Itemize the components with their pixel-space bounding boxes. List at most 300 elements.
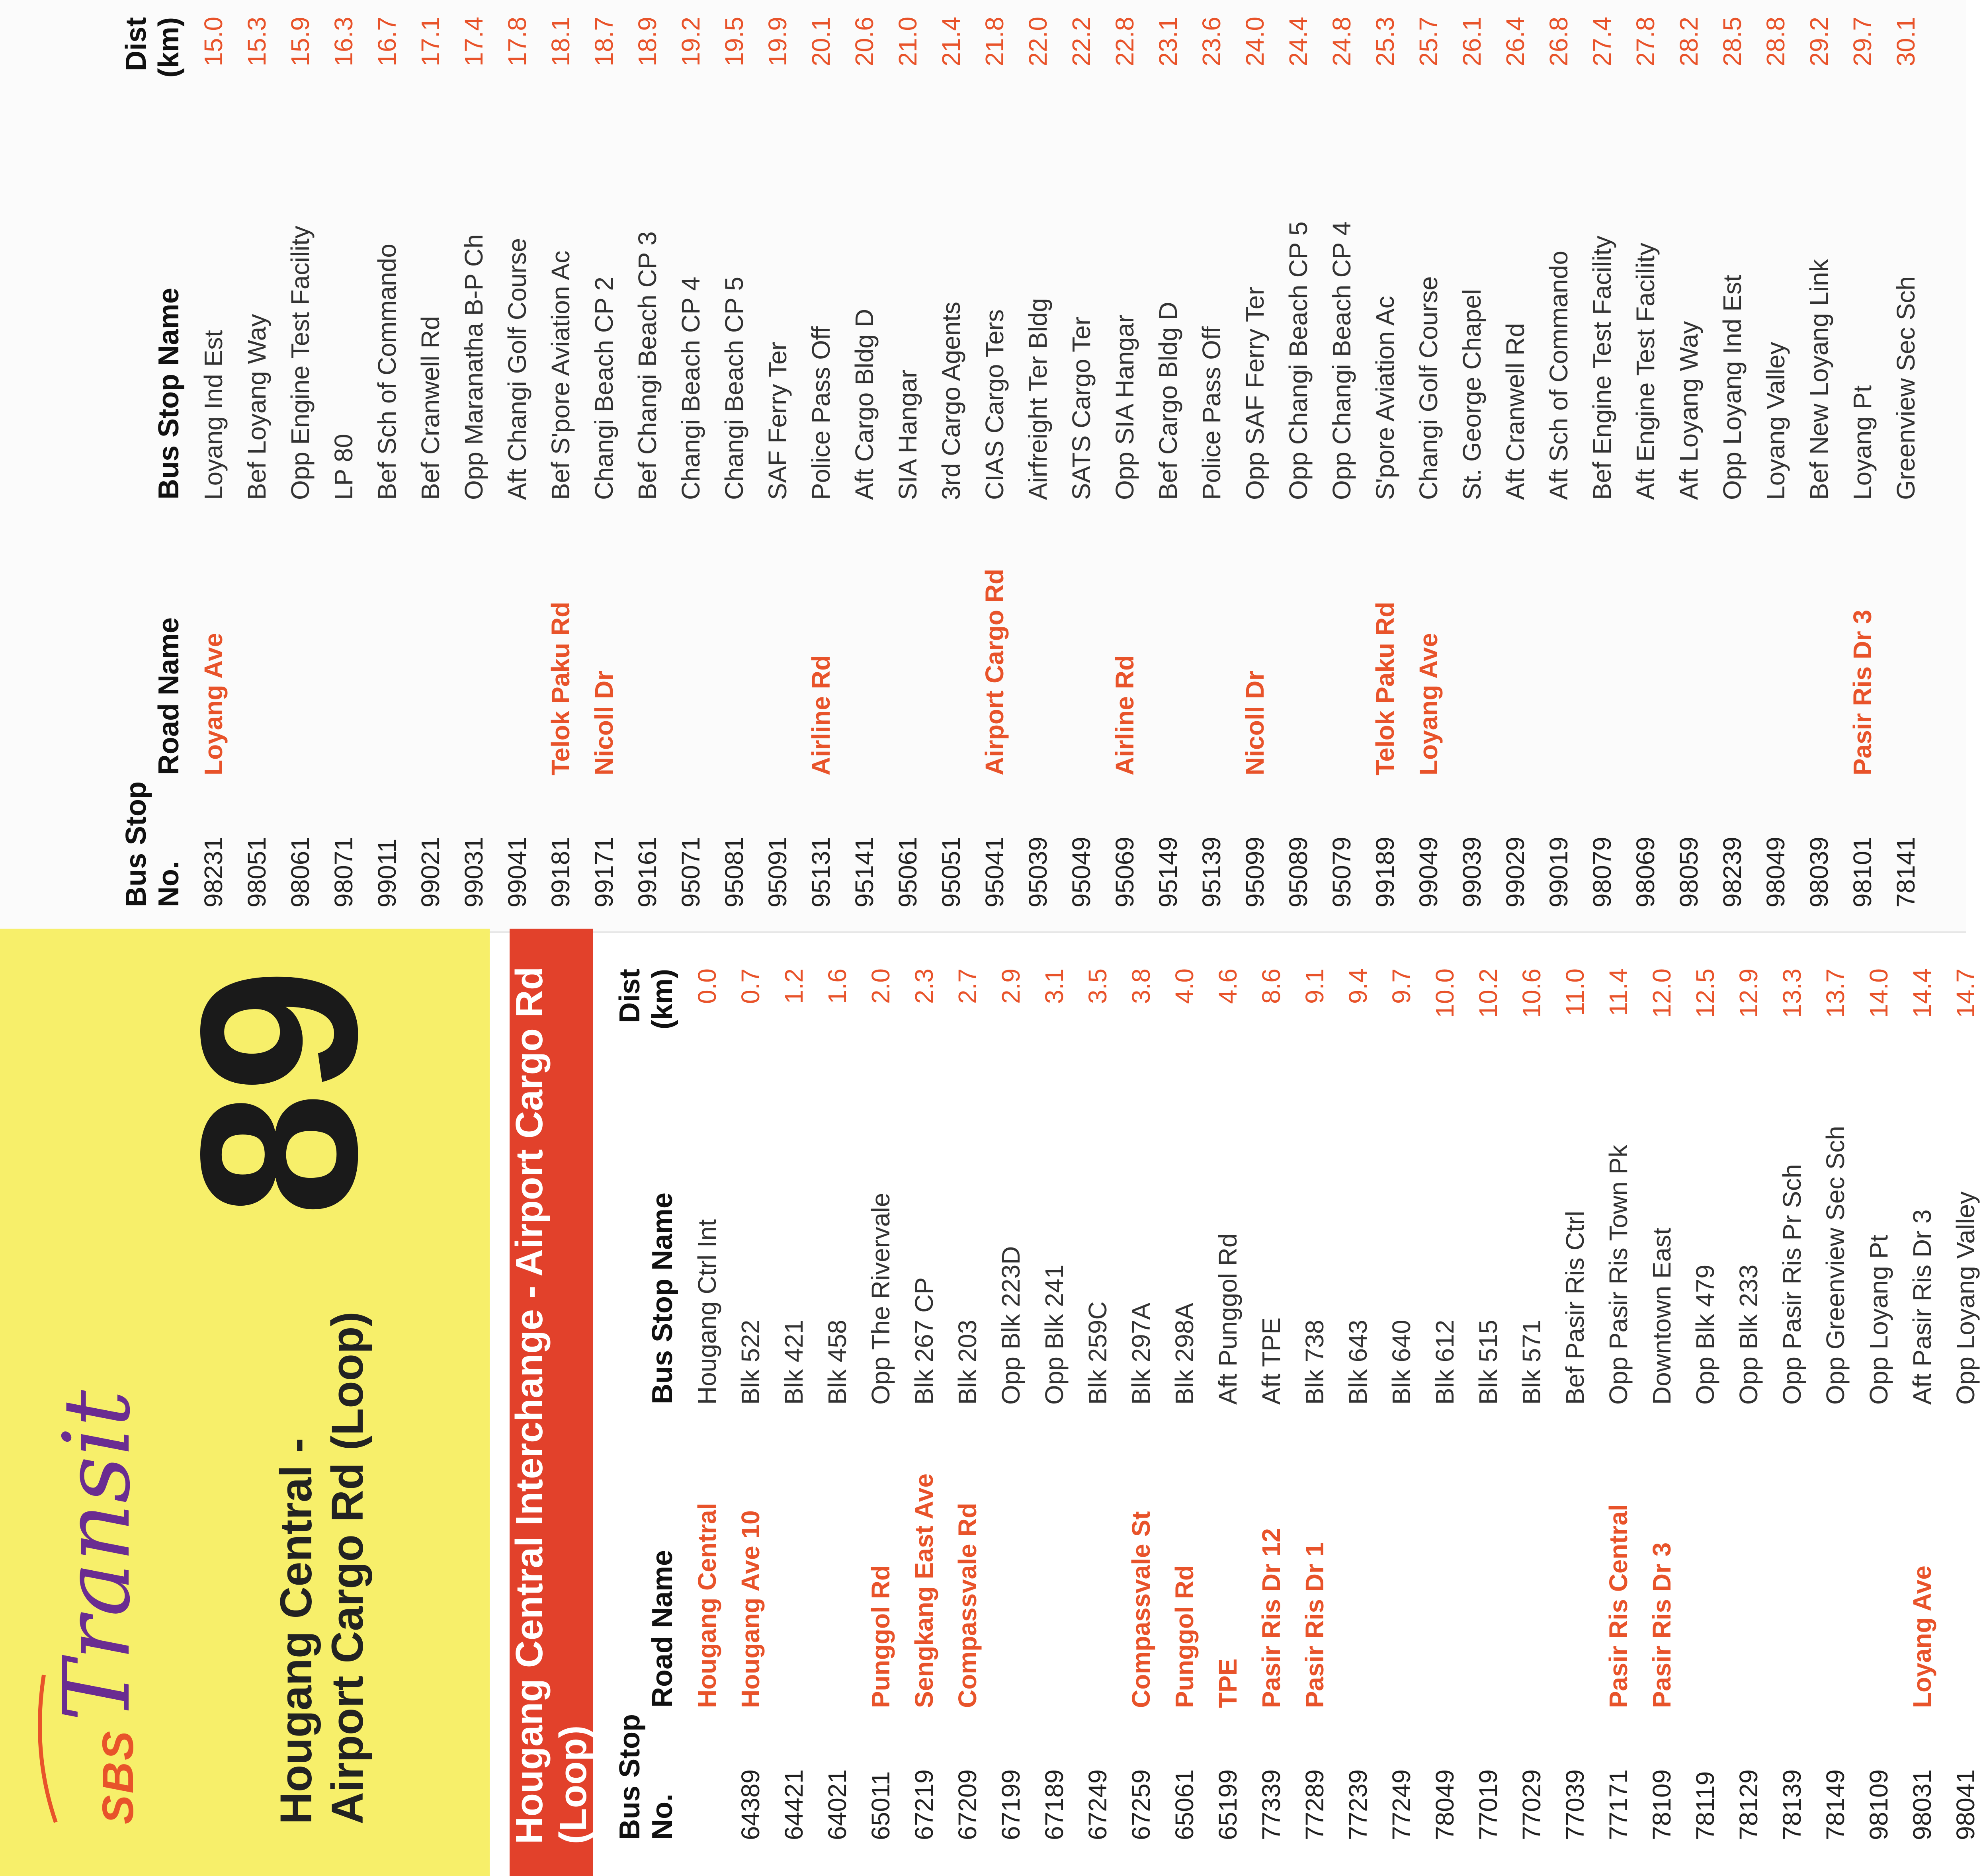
distance: 28.2 xyxy=(1674,17,1703,66)
road-name: Compassvale Rd xyxy=(953,1503,982,1708)
road-name xyxy=(1466,1405,1510,1708)
logo-sbs: SBS xyxy=(94,1729,143,1824)
stop-name: LP 80 xyxy=(329,433,358,500)
distance: 22.2 xyxy=(1067,17,1096,66)
distance: 15.0 xyxy=(199,17,228,66)
stop-name: St. George Chapel xyxy=(1457,289,1486,500)
road-name: Pasir Ris Dr 1 xyxy=(1300,1542,1329,1708)
table-row xyxy=(729,968,772,1840)
stop-number: 64421 xyxy=(779,1769,808,1840)
stop-number: 65061 xyxy=(1170,1769,1199,1840)
table-row xyxy=(1840,17,1884,908)
stop-number: 67189 xyxy=(1039,1769,1069,1840)
road-name xyxy=(452,500,495,775)
road-name xyxy=(1032,1405,1076,1708)
road-name: Loyang Ave xyxy=(1414,633,1443,775)
stop-name: Blk 643 xyxy=(1343,1320,1372,1405)
road-name xyxy=(1770,1405,1813,1708)
stop-number: 78139 xyxy=(1777,1769,1806,1840)
stop-number: 98071 xyxy=(329,837,358,908)
table-row xyxy=(452,17,495,908)
stop-number: 78119 xyxy=(1690,1771,1719,1840)
road-name xyxy=(886,500,929,775)
distance: 21.0 xyxy=(893,17,922,66)
distance: 15.9 xyxy=(285,17,315,66)
table-row xyxy=(842,17,886,908)
road-name xyxy=(1146,500,1190,775)
stop-number: 77289 xyxy=(1300,1769,1329,1840)
stop-table-2 xyxy=(119,17,1927,908)
road-name xyxy=(322,500,365,775)
stop-number: 98061 xyxy=(285,837,315,908)
road-name xyxy=(1944,1405,1987,1708)
col-dist: Dist (km) xyxy=(120,17,185,78)
table-row xyxy=(539,17,582,908)
stop-name: Opp Engine Test Facility xyxy=(285,226,315,500)
road-name xyxy=(1493,500,1537,775)
stop-number: 95131 xyxy=(806,837,835,908)
stop-table-1 xyxy=(613,968,1987,1840)
stop-name: SIA Hangar xyxy=(893,369,922,500)
stop-number: 98101 xyxy=(1848,837,1877,908)
road-name xyxy=(1276,500,1320,775)
stop-name: Aft Punggol Rd xyxy=(1213,1233,1242,1405)
distance: 17.4 xyxy=(459,17,488,66)
stop-number: 78141 xyxy=(1891,837,1920,908)
stop-number: 77339 xyxy=(1256,1769,1286,1840)
road-name: Punggol Rd xyxy=(866,1565,895,1708)
table-row xyxy=(669,17,712,908)
table-row xyxy=(1596,968,1640,1840)
distance: 14.4 xyxy=(1907,968,1936,1018)
table-row xyxy=(1640,968,1683,1840)
stop-number: 95149 xyxy=(1153,837,1182,908)
stop-number: 77029 xyxy=(1517,1769,1546,1840)
distance: 9.4 xyxy=(1343,968,1372,1004)
stop-number: 99031 xyxy=(459,837,488,908)
table-row xyxy=(1293,968,1336,1840)
distance: 9.7 xyxy=(1387,968,1416,1004)
stop-name: Blk 421 xyxy=(779,1320,808,1405)
stop-number: 67209 xyxy=(953,1769,982,1840)
road-name xyxy=(669,500,712,775)
stop-name: Bef Sch of Commando xyxy=(372,244,401,500)
table-row xyxy=(799,17,842,908)
table-row xyxy=(322,17,365,908)
stop-name: Loyang Valley xyxy=(1761,342,1790,500)
stop-name: Opp Loyang Valley xyxy=(1951,1191,1980,1405)
stop-number: 65011 xyxy=(866,1771,895,1840)
road-name: Hougang Ave 10 xyxy=(736,1510,765,1708)
distance: 10.6 xyxy=(1517,968,1546,1018)
road-name: Pasir Ris Dr 3 xyxy=(1647,1542,1676,1708)
distance: 25.7 xyxy=(1414,17,1443,66)
distance: 24.8 xyxy=(1327,17,1356,66)
table-row xyxy=(278,17,322,908)
distance: 4.6 xyxy=(1213,968,1242,1004)
table-row xyxy=(1103,17,1146,908)
table-row xyxy=(1146,17,1190,908)
table-row xyxy=(859,968,902,1840)
road-name: Airport Cargo Rd xyxy=(980,568,1009,775)
stop-name: Blk 640 xyxy=(1387,1320,1416,1405)
stop-number: 95091 xyxy=(763,837,792,908)
road-name xyxy=(842,500,886,775)
stop-name: Blk 738 xyxy=(1300,1320,1329,1405)
distance: 23.6 xyxy=(1197,17,1226,66)
distance: 12.0 xyxy=(1647,968,1676,1018)
table-row xyxy=(1076,968,1119,1840)
distance: 12.5 xyxy=(1690,968,1719,1018)
stop-name: Loyang Pt xyxy=(1848,385,1877,500)
stop-name: Changi Golf Course xyxy=(1414,276,1443,500)
table-row xyxy=(902,968,946,1840)
stop-number: 98109 xyxy=(1864,1769,1893,1840)
table-row xyxy=(408,17,452,908)
stop-name: Opp Blk 223D xyxy=(996,1246,1025,1405)
stop-number: 78109 xyxy=(1647,1769,1676,1840)
col-stop-name: Bus Stop Name xyxy=(647,1192,678,1404)
stop-name: Bef New Loyang Link xyxy=(1804,259,1833,500)
road-name xyxy=(1710,500,1754,775)
stop-number: 98079 xyxy=(1587,837,1616,908)
road-name: Airline Rd xyxy=(1110,655,1139,775)
stop-name: S'pore Aviation Ac xyxy=(1370,296,1399,500)
distance: 16.3 xyxy=(329,17,358,66)
table-row xyxy=(1537,17,1580,908)
distance: 19.2 xyxy=(676,17,705,66)
distance: 24.4 xyxy=(1284,17,1313,66)
stop-name: Blk 522 xyxy=(736,1320,765,1405)
table-row xyxy=(1857,968,1900,1840)
stop-name: Opp Loyang Ind Est xyxy=(1717,275,1747,500)
stop-name: Downtown East xyxy=(1647,1228,1676,1405)
stop-name: Aft Pasir Ris Dr 3 xyxy=(1907,1209,1936,1405)
road-name: Loyang Ave xyxy=(199,633,228,775)
distance: 24.0 xyxy=(1240,17,1269,66)
stop-number: 78149 xyxy=(1821,1769,1850,1840)
road-name: Telok Paku Rd xyxy=(546,601,575,775)
distance: 11.0 xyxy=(1560,968,1589,1016)
distance: 29.7 xyxy=(1848,17,1877,66)
stop-number: 77019 xyxy=(1473,1769,1502,1840)
stop-number: 99011 xyxy=(372,838,401,908)
table-row xyxy=(712,17,756,908)
table-row xyxy=(1059,17,1103,908)
stop-name: Aft TPE xyxy=(1256,1317,1286,1405)
stop-number: 95079 xyxy=(1327,837,1356,908)
stop-name: Opp Pasir Ris Pr Sch xyxy=(1777,1164,1806,1405)
stop-name: Airfreight Ter Bldg xyxy=(1023,298,1052,500)
table-row xyxy=(1320,17,1363,908)
stop-name: Changi Beach CP 2 xyxy=(589,277,618,500)
road-name: Compassvale St xyxy=(1126,1511,1155,1708)
distance: 18.7 xyxy=(589,17,618,66)
stop-name: Aft Engine Test Facility xyxy=(1631,242,1660,500)
table-row xyxy=(235,17,278,908)
stop-number: 95069 xyxy=(1110,837,1139,908)
table-row xyxy=(1407,17,1450,908)
road-name xyxy=(1379,1405,1423,1708)
distance: 21.4 xyxy=(936,17,965,66)
road-name: Punggol Rd xyxy=(1170,1565,1199,1708)
stop-name: Opp The Rivervale xyxy=(866,1193,895,1405)
stop-table-continued xyxy=(119,16,1935,908)
col-road-name: Road Name xyxy=(153,617,185,775)
stop-number: 99029 xyxy=(1501,837,1530,908)
stop-name: Blk 458 xyxy=(823,1320,852,1405)
table-row xyxy=(1276,17,1320,908)
distance: 13.3 xyxy=(1777,968,1806,1018)
road-name: Telok Paku Rd xyxy=(1370,601,1399,775)
distance: 4.0 xyxy=(1170,968,1199,1004)
table-row xyxy=(815,968,859,1840)
stop-name: Aft Cranwell Rd xyxy=(1501,323,1530,500)
road-name xyxy=(1580,500,1624,775)
distance: 18.9 xyxy=(633,17,662,66)
distance: 2.7 xyxy=(953,968,982,1004)
stop-number: 77239 xyxy=(1343,1769,1372,1840)
table-row xyxy=(625,17,669,908)
table-row xyxy=(1336,968,1379,1840)
col-road-name: Road Name xyxy=(647,1550,678,1708)
distance: 0.7 xyxy=(736,968,765,1004)
distance: 26.8 xyxy=(1544,17,1573,66)
road-name xyxy=(1624,500,1667,775)
stop-name: Opp Blk 233 xyxy=(1734,1264,1763,1405)
stop-name: Bef Pasir Ris Ctrl xyxy=(1560,1210,1589,1405)
table-row xyxy=(973,17,1016,908)
stop-number: 77249 xyxy=(1387,1769,1416,1840)
distance: 20.1 xyxy=(806,17,835,66)
distance: 16.7 xyxy=(372,17,401,66)
road-name: Loyang Ave xyxy=(1907,1566,1936,1708)
route-number: 89 xyxy=(154,968,403,1216)
table-row xyxy=(1944,968,1987,1840)
stop-number: 99171 xyxy=(589,837,618,908)
stop-name: Blk 298A xyxy=(1170,1302,1199,1405)
col-stop-no: Bus Stop No. xyxy=(120,781,185,907)
distance: 1.2 xyxy=(779,968,808,1004)
stop-number: 95061 xyxy=(893,837,922,908)
table-row xyxy=(1900,968,1944,1840)
stop-name: Blk 612 xyxy=(1430,1320,1459,1405)
stop-number: 99021 xyxy=(416,837,445,908)
road-name xyxy=(1667,500,1710,775)
route-card xyxy=(0,929,1980,1876)
stop-number: 95049 xyxy=(1067,837,1096,908)
distance: 15.3 xyxy=(242,17,271,66)
stop-number: 99161 xyxy=(633,837,662,908)
table-row xyxy=(1163,968,1206,1840)
table-row xyxy=(1813,968,1857,1840)
distance: 30.1 xyxy=(1891,17,1920,66)
stop-number: 95041 xyxy=(980,837,1009,908)
distance: 2.3 xyxy=(909,968,938,1004)
road-name xyxy=(1320,500,1363,775)
stop-name: Blk 267 CP xyxy=(909,1277,938,1405)
distance: 14.7 xyxy=(1951,968,1980,1018)
road-name xyxy=(1076,1405,1119,1708)
stop-name: SATS Cargo Ter xyxy=(1067,316,1096,500)
stop-name: Aft Loyang Way xyxy=(1674,321,1703,500)
road-name: Nicoll Dr xyxy=(1240,670,1269,775)
road-name xyxy=(815,1405,859,1708)
col-stop-name: Bus Stop Name xyxy=(153,287,185,500)
road-name xyxy=(1016,500,1059,775)
stop-number: 95099 xyxy=(1240,837,1269,908)
stop-number: 95071 xyxy=(676,837,705,908)
stop-number xyxy=(685,1708,729,1840)
table-row xyxy=(1667,17,1710,908)
stop-number: 64389 xyxy=(736,1769,765,1840)
distance: 26.4 xyxy=(1501,17,1530,66)
stop-name: Opp SIA Hangar xyxy=(1110,314,1139,500)
road-name: Airline Rd xyxy=(806,655,835,775)
table-row xyxy=(1423,968,1466,1840)
distance: 9.1 xyxy=(1300,968,1329,1004)
stop-number: 98239 xyxy=(1717,837,1747,908)
stop-number: 99041 xyxy=(502,837,531,908)
stop-name: Changi Beach CP 4 xyxy=(676,277,705,500)
table-row xyxy=(1466,968,1510,1840)
distance: 8.6 xyxy=(1256,968,1286,1004)
distance: 22.0 xyxy=(1023,17,1052,66)
stop-number: 98039 xyxy=(1804,837,1833,908)
road-name xyxy=(756,500,799,775)
stop-number: 95081 xyxy=(719,837,748,908)
distance: 0.0 xyxy=(692,968,721,1004)
table-row xyxy=(495,17,539,908)
road-name: TPE xyxy=(1213,1658,1242,1708)
stop-name: Aft Changi Golf Course xyxy=(502,238,531,500)
table-row xyxy=(1119,968,1163,1840)
stop-name: Loyang Ind Est xyxy=(199,330,228,500)
road-name xyxy=(1190,500,1233,775)
stop-name: SAF Ferry Ter xyxy=(763,342,792,500)
road-name xyxy=(989,1405,1032,1708)
stop-number: 98231 xyxy=(199,837,228,908)
stop-name: Aft Sch of Commando xyxy=(1544,250,1573,500)
stop-number: 95141 xyxy=(850,837,879,908)
road-name xyxy=(1510,1405,1553,1708)
distance: 28.8 xyxy=(1761,17,1790,66)
table-row xyxy=(772,968,815,1840)
road-name xyxy=(712,500,756,775)
table-row xyxy=(1363,17,1407,908)
stop-name: Opp SAF Ferry Ter xyxy=(1240,287,1269,500)
stop-name: Hougang Ctrl Int xyxy=(692,1219,721,1405)
stop-name: Blk 203 xyxy=(953,1320,982,1405)
stop-number: 67199 xyxy=(996,1769,1025,1840)
table-row xyxy=(1493,17,1537,908)
table-row xyxy=(1379,968,1423,1840)
road-name xyxy=(408,500,452,775)
stop-name: Bef Changi Beach CP 3 xyxy=(633,231,662,500)
distance: 20.6 xyxy=(850,17,879,66)
stop-number: 95139 xyxy=(1197,837,1226,908)
table-row xyxy=(1510,968,1553,1840)
stop-name: Bef S'pore Aviation Ac xyxy=(546,250,575,500)
road-name xyxy=(278,500,322,775)
table-row xyxy=(1016,17,1059,908)
road-name xyxy=(1683,1405,1727,1708)
road-name: Pasir Ris Dr 12 xyxy=(1256,1528,1286,1708)
road-name xyxy=(1797,500,1840,775)
distance: 27.8 xyxy=(1631,17,1660,66)
stop-number: 99039 xyxy=(1457,837,1486,908)
road-name xyxy=(1423,1405,1466,1708)
stop-name: 3rd Cargo Agents xyxy=(936,301,965,500)
stop-name: Blk 571 xyxy=(1517,1320,1546,1405)
road-name: Pasir Ris Central xyxy=(1604,1504,1633,1708)
stop-name: Greenview Sec Sch xyxy=(1891,276,1920,500)
road-name xyxy=(772,1405,815,1708)
stop-name: Opp Greenview Sec Sch xyxy=(1821,1126,1850,1405)
road-name: Pasir Ris Dr 3 xyxy=(1848,609,1877,775)
table-row xyxy=(946,968,989,1840)
distance: 29.2 xyxy=(1804,17,1833,66)
stop-name: Opp Loyang Pt xyxy=(1864,1235,1893,1405)
table-row xyxy=(1580,17,1624,908)
stop-number: 99181 xyxy=(546,837,575,908)
distance: 19.9 xyxy=(763,17,792,66)
route-banner: Hougang Central Interchange - Airport Cargo Rd (Loop) xyxy=(510,929,593,1876)
road-name: Hougang Central xyxy=(692,1503,721,1708)
table-row xyxy=(582,17,625,908)
road-name xyxy=(1813,1405,1857,1708)
stop-name: CIAS Cargo Ters xyxy=(980,309,1009,500)
table-row xyxy=(1727,968,1770,1840)
stop-name: Changi Beach CP 5 xyxy=(719,277,748,500)
distance: 22.8 xyxy=(1110,17,1139,66)
road-name xyxy=(1727,1405,1770,1708)
stop-number: 98031 xyxy=(1907,1769,1936,1840)
table-row xyxy=(1754,17,1797,908)
stop-number: 98041 xyxy=(1951,1769,1980,1840)
stop-number: 95089 xyxy=(1284,837,1313,908)
stop-name: Bef Loyang Way xyxy=(242,314,271,500)
distance: 17.8 xyxy=(502,17,531,66)
stop-name: Blk 515 xyxy=(1473,1320,1502,1405)
route-header xyxy=(0,929,490,1876)
stop-number: 99189 xyxy=(1370,837,1399,908)
stop-name: Blk 297A xyxy=(1126,1302,1155,1405)
road-name: Sengkang East Ave xyxy=(909,1473,938,1708)
road-name xyxy=(1537,500,1580,775)
road-name xyxy=(365,500,408,775)
stop-number: 67259 xyxy=(1126,1769,1155,1840)
distance: 17.1 xyxy=(416,17,445,66)
distance: 11.4 xyxy=(1604,968,1633,1016)
stop-number: 67219 xyxy=(909,1769,938,1840)
stop-number: 77171 xyxy=(1604,1769,1633,1840)
stop-number: 98051 xyxy=(242,837,271,908)
sbs-transit-logo xyxy=(44,1390,150,1824)
road-name xyxy=(495,500,539,775)
stop-number: 98049 xyxy=(1761,837,1790,908)
distance: 19.5 xyxy=(719,17,748,66)
distance: 26.1 xyxy=(1457,17,1486,66)
table-row xyxy=(1770,968,1813,1840)
distance: 13.7 xyxy=(1821,968,1850,1018)
stop-number: 98059 xyxy=(1674,837,1703,908)
stop-name: Opp Pasir Ris Town Pk xyxy=(1604,1144,1633,1405)
table-row xyxy=(685,968,729,1840)
stop-number: 98069 xyxy=(1631,837,1660,908)
stop-number: 65199 xyxy=(1213,1769,1242,1840)
distance: 18.1 xyxy=(546,17,575,66)
